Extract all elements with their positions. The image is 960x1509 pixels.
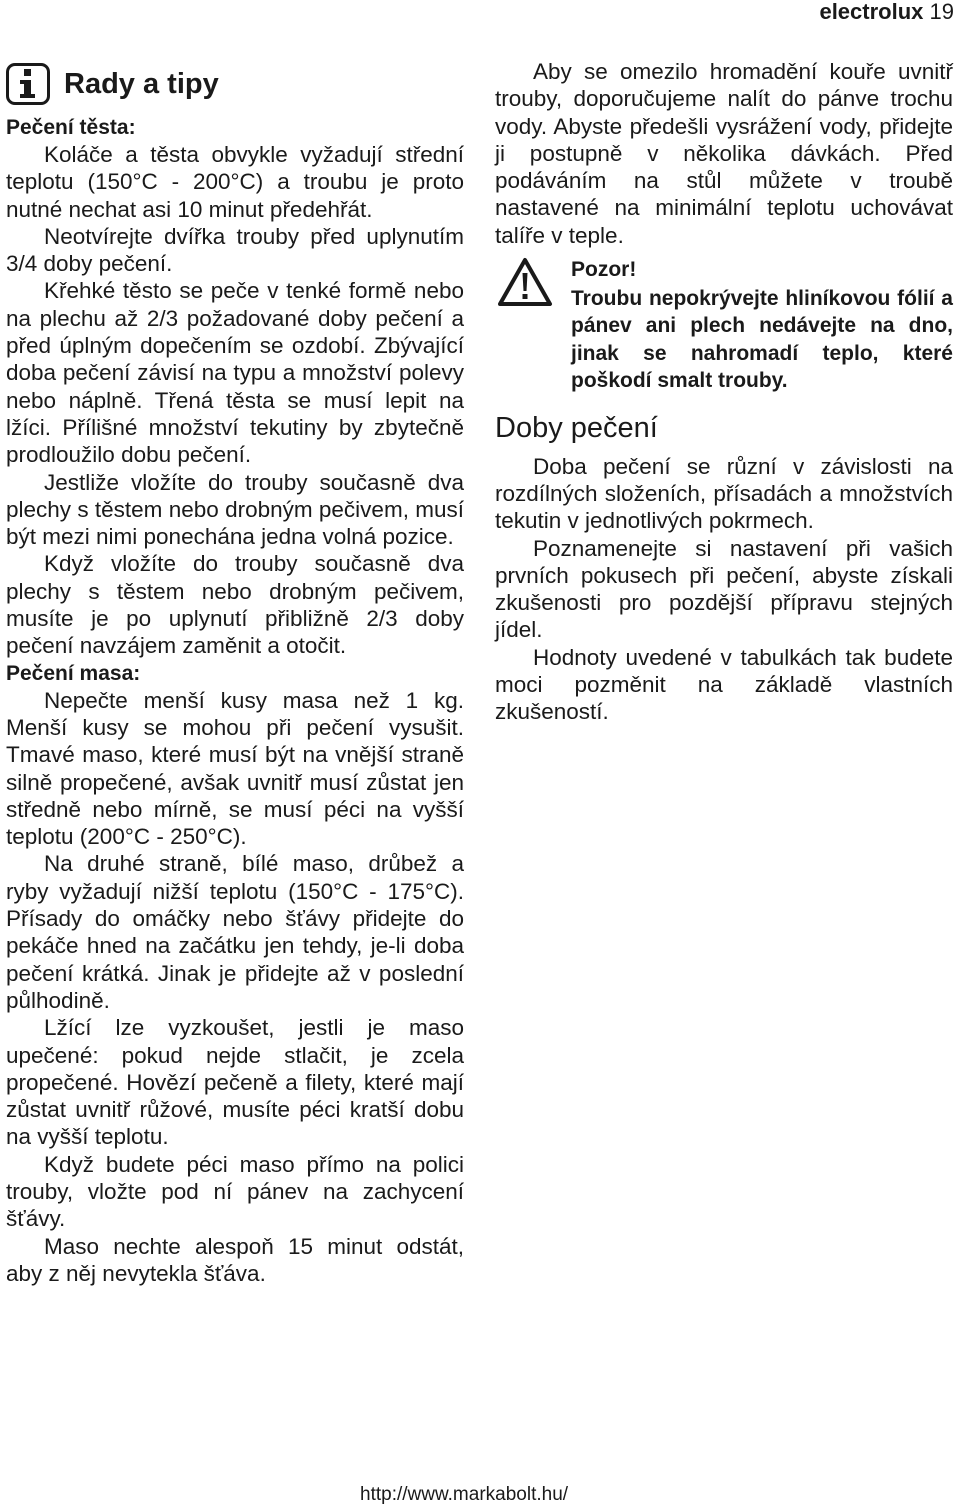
paragraph: Koláče a těsta obvykle vyžadují střední teplotu (150°C - 200°C) a troubu je proto nutné nechat asi 10 minut předehřát. [6, 142, 464, 222]
warning-text: Troubu nepokrývejte hliníkovou fólií a pánev ani plech nedávejte na dno, jinak se nahromadí teplo, které poškodí smalt trouby. [571, 287, 953, 393]
warning-triangle-icon [497, 257, 553, 307]
paragraph: Jestliže vložíte do trouby současně dva plechy s těstem nebo drobným pečivem, musí být mezi nimi ponechána jedna volná pozice. [6, 469, 464, 550]
cooking-times-title: Doby pečení [495, 411, 658, 444]
tips-section-header [6, 58, 464, 110]
paragraph: Na druhé straně, bílé maso, drůbež a ryby vyžadují nižší teplotu (150°C - 175°C). Přísady do omáčky nebo šťávy přidejte do pekáče hned na začátku jen tehdy, je-li doba pečení krátká. Jinak je přidejte až v poslední půlhodině. [6, 851, 464, 1013]
paragraph: Nepečte menší kusy masa než 1 kg. Menší kusy se mohou při pečení vysušit. Tmavé maso, které musí být na vnější straně silně propečené, avšak uvnitř musí zůstat jen středně nebo mírně, se musí péci na vyšší teplotu (200°C - 250°C). [6, 687, 464, 850]
right-column [495, 58, 953, 726]
brand-name: electrolux [819, 0, 924, 24]
paragraph: Hodnoty uvedené v tabulkách tak budete moci pozměnit na základě vlastních zkušeností. [495, 644, 953, 725]
paragraph: Když budete péci maso přímo na polici trouby, vložte pod ní pánev na zachycení šťávy. [6, 1151, 464, 1232]
paragraph: Lžící lze vyzkoušet, jestli je maso upečené: pokud nejde stlačit, je zcela propečené. Hovězí pečeně a filety, které mají zůstat uvnitř růžové, musíte péci kratší dobu na vyšší teplotu. [6, 1015, 464, 1150]
warning-box [495, 255, 953, 395]
tips-section-title: Rady a tipy [64, 67, 219, 100]
warning-title: Pozor! [571, 258, 637, 282]
page-header [819, 0, 954, 24]
paragraph: Doba pečení se různí v závislosti na rozdílných složeních, přísadách a množstvích tekutin v jednotlivých pokrmech. [495, 453, 953, 534]
page-number: 19 [929, 0, 954, 24]
left-column [6, 58, 464, 1287]
paragraph: Maso nechte alespoň 15 minut odstát, aby z něj nevytekla šťáva. [6, 1233, 464, 1286]
baking-dough-heading: Pečení těsta: [6, 116, 136, 139]
intro-paragraph: Aby se omezilo hromadění kouře uvnitř trouby, doporučujeme nalít do pánve trochu vody. Abyste předešli vysrážení vody, přidejte ji postupně v několika dávkách. Před podáváním na stůl můžete v troubě nastavené na minimální teplotu uchovávat talíře v teple. [495, 59, 953, 248]
info-icon [6, 63, 50, 105]
paragraph: Neotvírejte dvířka trouby před uplynutím 3/4 doby pečení. [6, 223, 464, 277]
paragraph: Poznamenejte si nastavení při vašich prvních pokusech při pečení, abyste získali zkušenosti pro pozdější přípravu stejných jídel. [495, 535, 953, 643]
roasting-meat-heading: Pečení masa: [6, 661, 141, 685]
paragraph: Křehké těsto se peče v tenké formě nebo na plechu až 2/3 požadované doby pečení a před úplným dopečením se ozdobí. Zbývající doba pečení závisí na typu a množství polevy nebo náplně. Třená těsta se musí lepit na lžíci. Přílišné množství tekutiny by zbytečně prodloužilo dobu pečení. [6, 278, 464, 468]
footer-url: http://www.markabolt.hu/ [360, 1484, 569, 1505]
paragraph: Když vložíte do trouby současně dva plechy s těstem nebo drobným pečivem, musíte je po uplynutí přibližně 2/3 doby pečení navzájem zaměnit a otočit. [6, 551, 464, 659]
